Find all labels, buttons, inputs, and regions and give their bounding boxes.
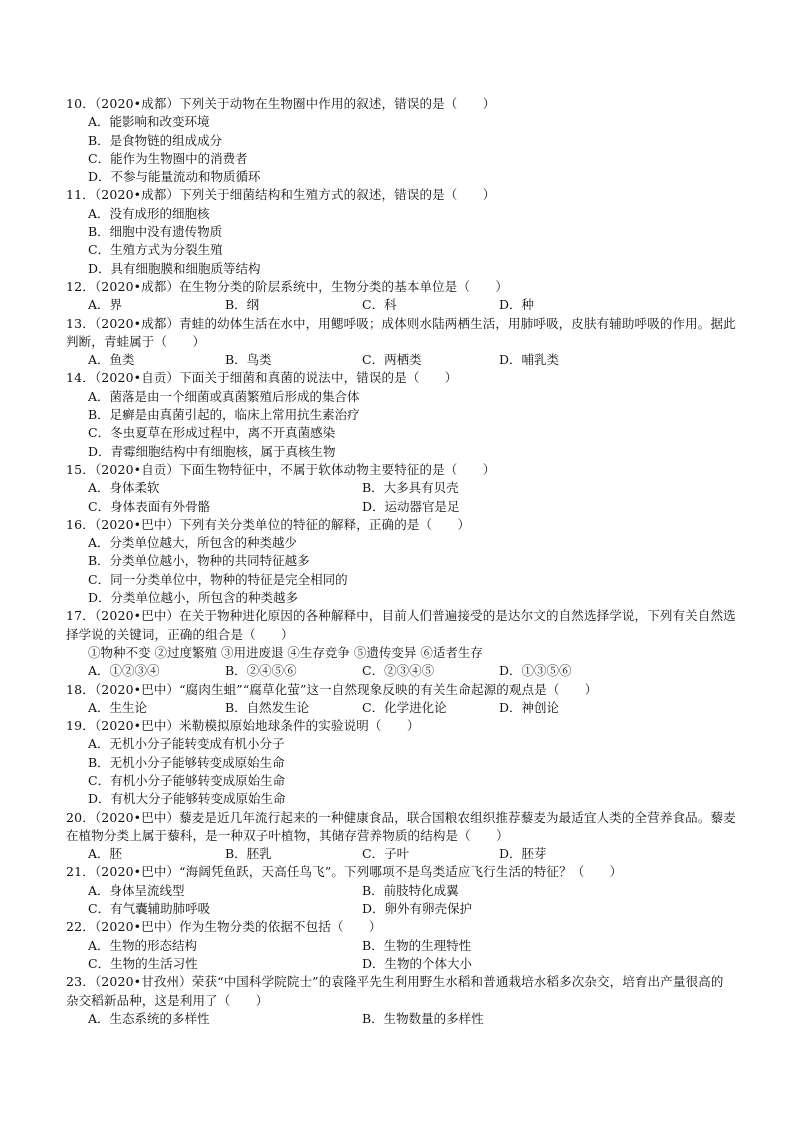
answer-option-row <box>66 699 736 717</box>
question-stem: 20．（2020•巴中）藜麦是近几年流行起来的一种健康食品，联合国粮农组织推荐藜麦为最适宜人类的全营养食品。藜麦在植物分类上属于藜科，是一种双子叶植物，其储存营养物质的结构是（ ） <box>66 809 736 843</box>
answer-option: B．足癣是由真菌引起的，临床上常用抗生素治疗 <box>88 407 360 423</box>
answer-option-row <box>66 955 736 973</box>
question-q18 <box>66 681 736 718</box>
answer-option: D．生物的个体大小 <box>362 955 473 971</box>
question-stem: 16．（2020•巴中）下列有关分类单位的特征的解释，正确的是（ ） <box>66 516 471 532</box>
question-stem: 19．（2020•巴中）米勒模拟原始地球条件的实验说明（ ） <box>66 718 420 734</box>
question-q16 <box>66 516 736 607</box>
question-stem: 22．（2020•巴中）作为生物分类的依据不包括（ ） <box>66 919 382 935</box>
question-stem: 21．（2020•巴中）“海阔凭鱼跃，天高任鸟飞”。下列哪项不是鸟类适应飞行生活的特征？（ ） <box>66 864 623 880</box>
answer-option: A．能影响和改变环境 <box>88 114 210 130</box>
answer-option: D．①③⑤⑥ <box>499 663 572 679</box>
answer-option: C．有气囊辅助肺呼吸 <box>88 901 211 917</box>
question-q20 <box>66 809 736 864</box>
question-q19 <box>66 717 736 808</box>
answer-option: D．胚芽 <box>499 846 547 862</box>
question-q12 <box>66 278 736 315</box>
question-q22 <box>66 918 736 973</box>
answer-option: C．生殖方式为分裂生殖 <box>88 242 223 258</box>
answer-option: A．菌落是由一个细菌或真菌繁殖后形成的集合体 <box>88 388 360 404</box>
question-stem: 11．（2020•成都）下列关于细菌结构和生殖方式的叙述，错误的是（ ） <box>66 187 496 203</box>
question-q11 <box>66 186 736 277</box>
answer-option: D．运动器官是足 <box>362 498 460 514</box>
answer-option-row <box>66 937 736 955</box>
answer-option: D．不参与能量流动和物质循环 <box>88 169 261 185</box>
answer-option-row <box>66 1010 736 1028</box>
answer-option: C．②③④⑤ <box>362 663 435 679</box>
answer-option: A．生生论 <box>88 699 148 715</box>
answer-option: B．胚乳 <box>225 846 272 862</box>
question-list <box>66 95 736 1028</box>
answer-option: A．没有成形的细胞核 <box>88 205 210 221</box>
answer-option-row <box>66 662 736 680</box>
answer-option: B．②④⑤⑥ <box>225 663 297 679</box>
answer-option: D．具有细胞膜和细胞质等结构 <box>88 260 261 276</box>
answer-option: B．无机小分子能够转变成原始生命 <box>88 754 285 770</box>
answer-option: A．分类单位越大，所包含的种类越少 <box>88 535 298 551</box>
question-q13 <box>66 315 736 370</box>
answer-option: C．子叶 <box>362 846 410 862</box>
answer-option: D．有机大分子能够转变成原始生命 <box>88 791 286 807</box>
answer-option: A．无机小分子能转变成有机小分子 <box>88 736 285 752</box>
answer-option: D．神创论 <box>499 699 560 715</box>
answer-option-row <box>66 296 736 314</box>
question-stem: 17．（2020•巴中）在关于物种进化原因的各种解释中，目前人们普遍接受的是达尔文的自然选择学说，下列有关自然选择学说的关键词，正确的组合是（ ） <box>66 608 736 642</box>
question-stem: 10．（2020•成都）下列关于动物在生物圈中作用的叙述，错误的是（ ） <box>66 96 496 111</box>
question-q17 <box>66 607 736 680</box>
answer-option: C．有机小分子能够转变成原始生命 <box>88 772 286 788</box>
answer-option: C．同一分类单位中，物种的特征是完全相同的 <box>88 571 348 587</box>
question-stem: 12．（2020•成都）在生物分类的阶层系统中，生物分类的基本单位是（ ） <box>66 278 509 294</box>
answer-option-row <box>66 882 736 900</box>
answer-option: B．鸟类 <box>225 352 272 368</box>
answer-option: A．身体柔软 <box>88 480 160 496</box>
answer-option-row <box>66 351 736 369</box>
answer-option-row <box>66 479 736 497</box>
question-stem: 14．（2020•自贡）下面关于细菌和真菌的说法中，错误的是（ ） <box>66 370 458 386</box>
answer-option: B．大多具有贝壳 <box>362 480 459 496</box>
answer-option-row <box>66 845 736 863</box>
answer-option: B．自然发生论 <box>225 699 310 715</box>
answer-option: B．纲 <box>225 297 260 313</box>
answer-option: A．生态系统的多样性 <box>88 1010 210 1026</box>
answer-option: B．是食物链的组成成分 <box>88 132 223 148</box>
question-stem: 15．（2020•自贡）下面生物特征中，不属于软体动物主要特征的是（ ） <box>66 461 496 477</box>
answer-option: D．分类单位越小，所包含的种类越多 <box>88 590 299 606</box>
answer-option: A．胚 <box>88 846 123 862</box>
answer-option: A．界 <box>88 297 123 313</box>
answer-option-row <box>66 900 736 918</box>
answer-option: D．卵外有卵壳保护 <box>362 901 473 917</box>
question-keywords: ①物种不变 ②过度繁殖 ③用进废退 ④生存竞争 ⑤遗传变异 ⑥适者生存 <box>88 644 483 660</box>
question-q23 <box>66 973 736 1028</box>
answer-option: C．能作为生物圈中的消费者 <box>88 150 248 166</box>
answer-option: A．身体呈流线型 <box>88 882 185 898</box>
answer-option: C．生物的生活习性 <box>88 955 198 971</box>
question-stem: 23．（2020•甘孜州）荣获“中国科学院院士”的袁隆平先生利用野生水稻和普通栽培水稻多次杂交，培育出产量很高的杂交稻新品种，这是利用了（ ） <box>66 974 724 1008</box>
answer-option: B．分类单位越小，物种的共同特征越多 <box>88 553 310 569</box>
answer-option: B．生物数量的多样性 <box>362 1010 484 1026</box>
answer-option: B．生物的生理特性 <box>362 937 472 953</box>
question-q21 <box>66 863 736 918</box>
answer-option: D．青霉细胞结构中有细胞核，属于真核生物 <box>88 443 336 459</box>
answer-option-row <box>66 498 736 516</box>
question-stem: 18．（2020•巴中）“腐肉生蛆”“腐草化萤”这一自然现象反映的有关生命起源的观点是（ ） <box>66 681 598 697</box>
answer-option: D．种 <box>499 297 535 313</box>
question-q14 <box>66 369 736 460</box>
answer-option: B．细胞中没有遗传物质 <box>88 224 223 240</box>
answer-option: A．生物的形态结构 <box>88 937 198 953</box>
answer-option: C．科 <box>362 297 397 313</box>
answer-option: B．前肢特化成翼 <box>362 882 459 898</box>
answer-option: C．两栖类 <box>362 352 422 368</box>
answer-option: A．①②③④ <box>88 663 160 679</box>
answer-option: C．冬虫夏草在形成过程中，离不开真菌感染 <box>88 425 336 441</box>
answer-option: C．身体表面有外骨骼 <box>88 498 211 514</box>
question-q10 <box>66 95 736 186</box>
answer-option: D．哺乳类 <box>499 352 560 368</box>
question-q15 <box>66 461 736 516</box>
answer-option: A．鱼类 <box>88 352 135 368</box>
answer-option: C．化学进化论 <box>362 699 447 715</box>
question-stem: 13．（2020•成都）青蛙的幼体生活在水中，用鳃呼吸；成体则水陆两栖生活，用肺呼吸，皮肤有辅助呼吸的作用。据此判断，青蛙属于（ ） <box>66 315 736 349</box>
